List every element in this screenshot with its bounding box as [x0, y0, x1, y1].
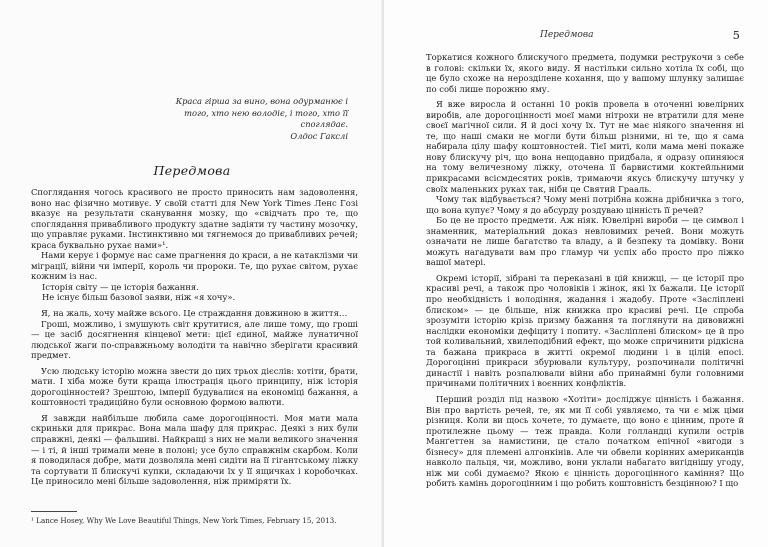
paragraph: Бо це не просто предмети. Аж ніяк. Ювелірні вироби — це символ і знаменник, матеріальний доказ невловимих речей. Вони можуть означати не лише багатство та владу, а й безпеку та домівку. Вони можуть нагадувати вам про гламур чи успіх або просто про ліжко вашої матері. [426, 215, 744, 268]
footnote: ¹ Lance Hosey, Why We Love Beautiful Things, New York Times, February 15, 2013. [31, 516, 337, 525]
paragraph: Я вже виросла й останні 10 років провела в оточенні ювелірних виробів, але дорогоцінності моєї мами нітрохи не втратили для мене своєї магічної сили. Я й досі хочу їх. Тут не має ніякого значення ні те, що наші смаки не могли бути більш різними, ні те, що я сама набирала цілу шафу коштовностей. Тієї миті, коли мама мені покаже нову блискучу річ, що вона нещодавно придбала, я одразу опиняюся на тому величезному ліжку, оточена її барвистими коктейльними прикрасами всісмдесятих років, тримаючи якусь блискучу штучку у своїх маленьких руках так, ніби це Святий Грааль. [426, 99, 744, 194]
paragraph: Чому так відбувається? Чому мені потрібна кожна дрібничка з того, що вона купує? Чому я до абсурду роздуваю цінність її речей? [426, 194, 744, 215]
paragraph: Окремі історії, зібрані та переказані в цій книжці, — це історії про красиві речі, а також про чоловіків і жінок, які їх бажали. Це історії про необхідність і володіння, жадання і жадобу. Проте «Засліплені блиском» — це більше, ніж книжка про красиві речі. Це спроба зрозуміти історію крізь призму бажання та поглянути на дивовижні наслідки економіки дефіциту і попиту. «Засліплені блиском» це й про той коливальний, хвилеподібний ефект, що може спричинити рідкісна та бажана прикраса в житті окремої людини і в цілій епосі. Дорогоцінні прикраси збурювали культуру, розпочинали політичні династії і навіть розпалювали війни або принаймні були головними причинами політичних і воєнних конфліктів. [426, 272, 744, 389]
chapter-title: Передмова [153, 163, 231, 178]
page-number: 5 [732, 28, 740, 42]
epigraph [162, 96, 348, 142]
paragraph: Споглядання чогось красивого не просто приносить нам задоволення, воно нас фізично мотивує. У своїй статті для New York Times Ленс Гозі вказує на результати сканування мозку, що «свідчать про те, що споглядання привабливого продукту здатне задіяти ту частину мозочку, що управляє руками. Інстинктивно ми тягнемося до привабливих речей; краса буквально рухає нами»¹. [31, 187, 358, 250]
paragraph: Усю людську історію можна звести до цих трьох дієслів: хотіти, брати, мати. І хіба може бути краща ілюстрація цього принципу, ніж історія дорогоцінностей? Зрештою, імперії будувалися на економіці бажання, а коштовності традиційно були основною формою валюти. [31, 365, 358, 408]
paragraph: Гроші, можливо, і змушують світ крутитися, але лише тому, що гроші — це засіб досягнення кінцевої мети: цієї єдиної, майже лунатичної людської жаги по-справжньому володіти та навічно зберігати красивий предмет. [31, 318, 358, 361]
paragraph: Перший розділ під назвою «Хотіти» досліджує цінність і бажання. Він про вартість речей, те, як ми її собі уявляємо, та чи є між ціми різниця. Коли ви щось хочете, то думаєте, що воно є цінним, проте й протилежне цьому — теж правда. Коли голландці купили острів Манґеттен за намистини, це стало початком епічної «вигоди з бізнесу» для племені алгонкінів. Але чи обвели корінних американців навколо пальця, чи, можливо, вони уклали набагато вигіднішу угоду, ніж ми собі думаємо? Якою є цінність дорогоцінного каміння? Що робить камінь дорогоцінним і що робить коштовність безцінною? І що [426, 393, 744, 489]
paragraph: Не існує більш базової заяви, ніж «я хочу». [42, 292, 236, 303]
right-body-text [426, 52, 744, 489]
paragraph: Я, на жаль, хочу майже всього. Це страждання довжиною в життя… [41, 308, 348, 319]
paragraph: Я завжди найбільше любила саме дорогоцінності. Моя мати мала скриньки для прикрас. Вона мала шафу для прикрас. Деякі з них були справжні, деякі — фальшиві. Найкращі з них не мали великого значення — і ті, й інші тримали мене в полоні; усе було справжнім скарбом. Коли я поводилася добре, мати дозволяла мені сидіти на її гігантському ліжку та сортувати її блискучі купки, складаючи їх у її ящичках і коробочках. Це приносило мені більше задоволення, ніж приміряти їх. [31, 412, 358, 487]
epigraph-quote: Краса гірша за вино, вона одурманює і того, хто нею володіє, і того, хто її споглядає. [175, 96, 348, 130]
paragraph: Історія світу — це історія бажання. [42, 281, 199, 292]
paragraph: Нами керує і формує нас саме прагнення до краси, а не катаклізми чи міграції, війни чи імперії, король чи пророки. Те, що рухає світом, рухає кожним із нас. [31, 250, 358, 282]
footnote-divider [31, 511, 77, 512]
running-head: Передмова [540, 30, 594, 40]
epigraph-author: Олдос Гакслі [290, 130, 348, 141]
right-page [384, 0, 768, 547]
paragraph: Торкатися кожного блискучого предмета, подумки реструкочи з себе в голові: скільки їх, якого виду. Я настільки сильно хотіла їх собі, що це було схоже на нерозділене кохання, що у вашому шлунку залишає по собі лише порожню яму. [426, 52, 744, 94]
left-body-text [31, 187, 358, 487]
